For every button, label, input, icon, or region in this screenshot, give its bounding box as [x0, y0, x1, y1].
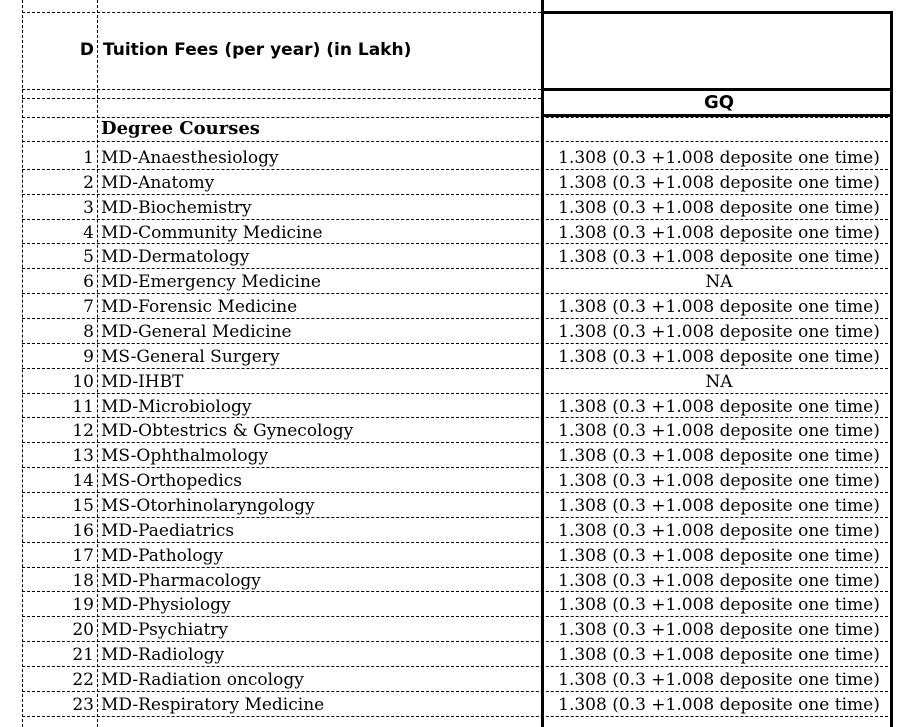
course-name: MS-Ophthalmology: [101, 446, 269, 467]
fee-value: 1.308 (0.3 +1.008 deposite one time): [558, 322, 880, 343]
row-number: 22: [72, 670, 94, 691]
fee-value: NA: [705, 272, 733, 293]
row-number: 4: [83, 222, 94, 243]
fee-value: 1.308 (0.3 +1.008 deposite one time): [558, 471, 880, 492]
row-divider: [22, 343, 893, 344]
row-divider: [22, 293, 893, 294]
fee-value: 1.308 (0.3 +1.008 deposite one time): [558, 396, 880, 417]
course-name: MD-Community Medicine: [101, 222, 323, 243]
row-divider: [22, 691, 893, 692]
row-number: 7: [83, 297, 94, 318]
course-name: MS-General Surgery: [101, 346, 280, 367]
fee-column-border: [541, 114, 893, 117]
fee-value: 1.308 (0.3 +1.008 deposite one time): [558, 197, 880, 218]
row-divider: [22, 542, 893, 543]
fee-value: 1.308 (0.3 +1.008 deposite one time): [558, 595, 880, 616]
course-name: MD-Psychiatry: [101, 620, 229, 641]
row-number: 16: [72, 520, 94, 541]
row-divider: [22, 616, 893, 617]
row-number: 13: [72, 446, 94, 467]
fee-value: 1.308 (0.3 +1.008 deposite one time): [558, 694, 880, 715]
course-name: MD-Biochemistry: [101, 197, 252, 218]
course-name: MD-Pharmacology: [101, 570, 261, 591]
row-number: 10: [72, 371, 94, 392]
course-name: MD-Emergency Medicine: [101, 272, 321, 293]
fee-value: 1.308 (0.3 +1.008 deposite one time): [558, 545, 880, 566]
course-name: MD-Physiology: [101, 595, 231, 616]
row-number: 23: [72, 694, 94, 715]
fee-value: 1.308 (0.3 +1.008 deposite one time): [558, 446, 880, 467]
course-name: MD-IHBT: [101, 371, 184, 392]
row-divider: [22, 243, 893, 244]
row-divider: [22, 219, 893, 220]
row-number: 12: [72, 421, 94, 442]
row-number: 3: [83, 197, 94, 218]
row-number: 1: [83, 148, 94, 168]
fee-value: 1.308 (0.3 +1.008 deposite one time): [558, 645, 880, 666]
course-name: MS-Orthopedics: [101, 471, 243, 492]
fee-value: 1.308 (0.3 +1.008 deposite one time): [558, 620, 880, 641]
row-divider: [22, 716, 893, 717]
header-title: Tuition Fees (per year) (in Lakh): [103, 40, 412, 60]
course-name: MD-Radiology: [101, 645, 225, 666]
course-name: MD-Anatomy: [101, 172, 215, 193]
quota-header: GQ: [703, 92, 735, 113]
row-number: 2: [83, 172, 94, 193]
row-divider: [22, 169, 893, 170]
fee-value: 1.308 (0.3 +1.008 deposite one time): [558, 172, 880, 193]
row-divider: [22, 268, 893, 269]
course-name: MD-Paediatrics: [101, 520, 235, 541]
row-number: 14: [72, 471, 94, 492]
fee-value: 1.308 (0.3 +1.008 deposite one time): [558, 222, 880, 243]
course-name: MD-Radiation oncology: [101, 670, 304, 691]
row-number: 11: [72, 396, 94, 417]
fee-value: 1.308 (0.3 +1.008 deposite one time): [558, 247, 880, 268]
section-label: Degree Courses: [101, 118, 260, 139]
row-number: 15: [72, 496, 94, 517]
row-divider: [22, 417, 893, 418]
row-number: 20: [72, 620, 94, 641]
row-divider: [22, 492, 893, 493]
fee-value: 1.308 (0.3 +1.008 deposite one time): [558, 670, 880, 691]
fee-value: 1.308 (0.3 +1.008 deposite one time): [558, 346, 880, 367]
row-number: 8: [83, 322, 94, 343]
header-top-border: [22, 12, 541, 13]
row-divider: [22, 567, 893, 568]
course-name: MD-Pathology: [101, 545, 224, 566]
header-letter: D: [79, 40, 94, 60]
row-divider: [22, 517, 893, 518]
course-name: MD-Obtestrics & Gynecology: [101, 421, 354, 442]
course-name: MD-Microbiology: [101, 396, 252, 417]
header-divider: [22, 98, 541, 99]
row-divider: [22, 194, 893, 195]
row-divider: [22, 666, 893, 667]
row-number: 19: [72, 595, 94, 616]
fee-column-left-border: [541, 0, 544, 727]
row-divider: [22, 393, 893, 394]
column-divider: [97, 0, 98, 727]
header-divider: [22, 117, 893, 118]
fee-value: 1.308 (0.3 +1.008 deposite one time): [558, 496, 880, 517]
fee-column-border: [541, 88, 893, 91]
fee-value: NA: [705, 371, 733, 392]
row-number: 21: [72, 645, 94, 666]
row-divider: [22, 318, 893, 319]
course-name: MD-Respiratory Medicine: [101, 694, 325, 715]
row-number: 5: [83, 247, 94, 268]
course-name: MD-Forensic Medicine: [101, 297, 298, 318]
column-divider: [22, 0, 23, 727]
row-divider: [22, 591, 893, 592]
row-divider: [22, 467, 893, 468]
fee-value: 1.308 (0.3 +1.008 deposite one time): [558, 421, 880, 442]
fee-column-top-border: [541, 11, 893, 14]
fee-value: 1.308 (0.3 +1.008 deposite one time): [558, 148, 880, 168]
row-divider: [22, 442, 893, 443]
fee-column-right-border: [890, 12, 893, 727]
course-name: MD-General Medicine: [101, 322, 292, 343]
fee-value: 1.308 (0.3 +1.008 deposite one time): [558, 520, 880, 541]
row-number: 6: [83, 272, 94, 293]
course-name: MD-Dermatology: [101, 247, 250, 268]
fee-value: 1.308 (0.3 +1.008 deposite one time): [558, 297, 880, 318]
section-divider: [22, 141, 893, 142]
row-number: 18: [72, 570, 94, 591]
fee-value: 1.308 (0.3 +1.008 deposite one time): [558, 570, 880, 591]
row-number: 17: [72, 545, 94, 566]
row-divider: [22, 368, 893, 369]
course-name: MD-Anaesthesiology: [101, 148, 279, 168]
header-divider: [22, 89, 541, 90]
row-divider: [22, 641, 893, 642]
course-name: MS-Otorhinolaryngology: [101, 496, 315, 517]
row-number: 9: [83, 346, 94, 367]
